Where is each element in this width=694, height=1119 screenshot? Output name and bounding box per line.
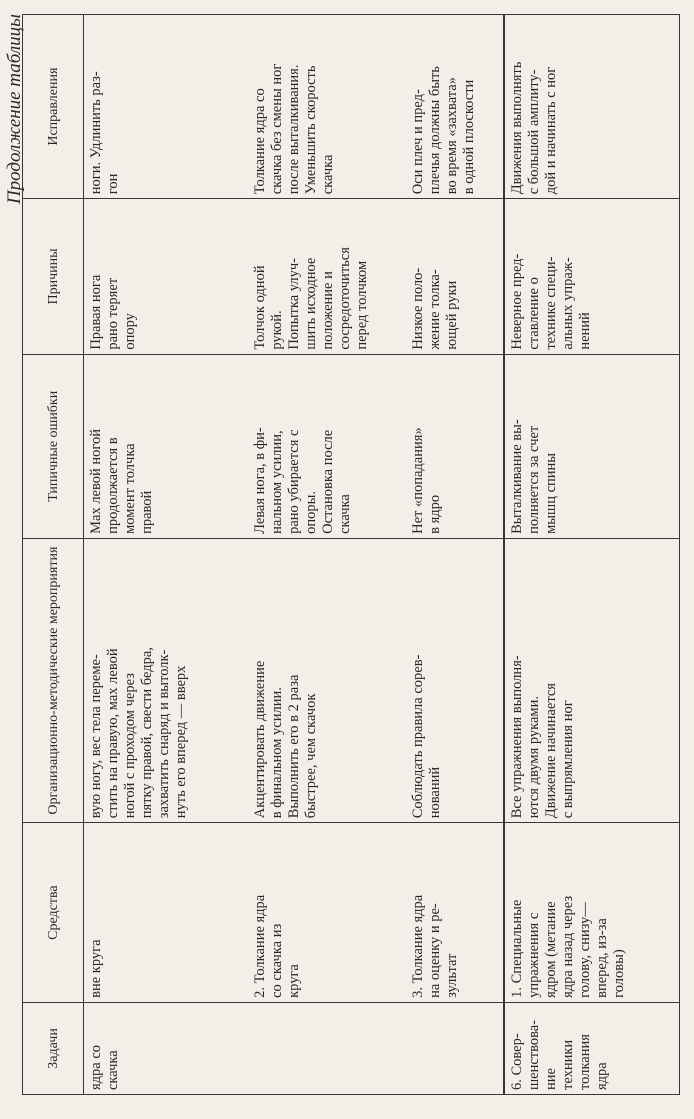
cell-line: Уменьшить скорость xyxy=(302,65,319,195)
cell-measures xyxy=(406,538,504,822)
cell-line: головы) xyxy=(610,949,627,998)
cell-line: с выпрямления ног xyxy=(559,700,576,819)
cell-line: Низкое поло- xyxy=(409,267,426,350)
header-means: Средства xyxy=(23,823,84,1003)
cell-causes xyxy=(84,199,248,354)
cell-line: быстрее, чем скачок xyxy=(302,693,319,819)
cell-line: продолжается в xyxy=(105,437,121,534)
cell-line: в одной плоскости xyxy=(460,79,477,195)
cell-corrections xyxy=(504,15,680,199)
cell-line: опору xyxy=(122,313,138,350)
table-row xyxy=(406,15,504,1095)
cell-errors xyxy=(84,354,248,538)
cell-causes xyxy=(504,199,680,354)
cell-line: скачка xyxy=(336,494,353,534)
cell-line: Попытка улуч- xyxy=(285,258,302,350)
cell-line: нований xyxy=(426,766,443,819)
cell-line: ядра со xyxy=(88,1044,104,1090)
cell-line: упражнения с xyxy=(525,912,542,998)
cell-line: рукой. xyxy=(268,310,285,350)
cell-line: Нет «попадания» xyxy=(409,427,426,534)
cell-line: ногой с проходом через xyxy=(122,673,138,819)
cell-line: скачка без смены ног xyxy=(268,63,285,195)
header-causes: Причины xyxy=(23,199,84,354)
cell-line: захватить снаряд и вытолк- xyxy=(156,649,172,819)
cell-line: ние xyxy=(542,1068,559,1090)
header-tasks: Задачи xyxy=(23,1002,84,1094)
cell-line: Остановка после xyxy=(319,429,336,534)
cell-line: в ядро xyxy=(426,494,443,534)
cell-line: Выталкивание вы- xyxy=(508,419,525,534)
cell-line: нальном усилии, xyxy=(268,430,285,534)
cell-errors xyxy=(504,354,680,538)
cell-line: Толчок одной xyxy=(251,265,268,350)
cell-line: Выполнить его в 2 раза xyxy=(285,674,302,819)
cell-corrections xyxy=(248,15,406,199)
cell-line: полняется за счет xyxy=(525,425,542,534)
cell-line: толкания xyxy=(576,1034,593,1090)
cell-line: Все упражнения выполня- xyxy=(508,655,525,819)
cell-line: Мах левой ногой xyxy=(88,429,104,534)
cell-line: гон xyxy=(105,173,121,195)
cell-line: круга xyxy=(285,964,302,998)
cell-line: со скачка из xyxy=(268,923,285,998)
cell-line: рано теряет xyxy=(105,277,121,350)
cell-line: мышц спины xyxy=(542,452,559,534)
cell-line: ядром (метание xyxy=(542,901,559,998)
cell-errors xyxy=(248,354,406,538)
table-row xyxy=(84,15,248,1095)
cell-line: 2. Толкание ядра xyxy=(251,894,268,998)
header-row xyxy=(23,15,84,1095)
cell-task xyxy=(504,1002,680,1094)
cell-line: опоры. xyxy=(302,491,319,534)
cell-line: после выталкивания. xyxy=(285,64,302,195)
methods-table xyxy=(22,14,680,1095)
cell-line: жение толка- xyxy=(426,269,443,350)
cell-line: техники xyxy=(559,1039,576,1090)
cell-line: Неверное пред- xyxy=(508,253,525,350)
cell-causes xyxy=(248,199,406,354)
cell-means xyxy=(248,823,406,1003)
table-caption: Продолжение таблицы xyxy=(4,14,25,205)
header-corrections: Исправления xyxy=(23,15,84,199)
cell-line: скачка xyxy=(319,154,336,195)
cell-line: ются двумя руками. xyxy=(525,696,542,819)
cell-line: альных упраж- xyxy=(559,257,576,350)
cell-line: во время «захвата» xyxy=(443,77,460,195)
cell-causes xyxy=(406,199,504,354)
cell-task xyxy=(406,1002,504,1094)
cell-line: Соблюдать правила сорев- xyxy=(409,654,426,819)
cell-measures xyxy=(504,538,680,822)
header-measures: Организационно-методические мероприятия xyxy=(23,538,84,822)
table-row xyxy=(504,15,680,1095)
cell-line: голову, снизу— xyxy=(576,902,593,998)
cell-line: в финальном усилии. xyxy=(268,687,285,819)
cell-line: нуть его вперед — вверх xyxy=(173,665,189,819)
cell-line: вне круга xyxy=(88,939,104,998)
cell-line: пятку правой, свести бедра, xyxy=(139,647,155,819)
cell-line: стить на правую, мах левой xyxy=(105,648,121,819)
cell-line: правой xyxy=(139,490,155,534)
cell-line: Правая нога xyxy=(88,274,104,350)
cell-line: положение и xyxy=(319,271,336,350)
cell-line: с большой амплиту- xyxy=(525,69,542,195)
cell-line: Толкание ядра со xyxy=(251,88,268,195)
cell-corrections xyxy=(84,15,248,199)
cell-corrections xyxy=(406,15,504,199)
cell-line: перед толчком xyxy=(353,260,370,350)
cell-task xyxy=(248,1002,406,1094)
cell-line: Оси плеч и пред- xyxy=(409,89,426,195)
cell-measures xyxy=(248,538,406,822)
cell-line: Акцентировать движение xyxy=(251,660,268,819)
cell-task xyxy=(84,1002,248,1094)
cell-line: технике специ- xyxy=(542,256,559,350)
cell-line: зультат xyxy=(443,953,460,998)
table-row xyxy=(248,15,406,1095)
cell-line: ющей руки xyxy=(443,280,460,350)
cell-line: дой и начинать с ног xyxy=(542,66,559,195)
cell-line: 1. Специальные xyxy=(508,899,525,998)
cell-line: нений xyxy=(576,312,593,350)
cell-line: Движения выполнять xyxy=(508,61,525,195)
cell-line: ядра назад через xyxy=(559,895,576,998)
cell-line: момент толчка xyxy=(122,443,138,534)
cell-line: вую ногу, вес тела переме- xyxy=(88,654,104,819)
cell-line: 3. Толкание ядра xyxy=(409,894,426,998)
cell-means xyxy=(84,823,248,1003)
cell-line: плечья должны быть xyxy=(426,66,443,195)
cell-line: скачка xyxy=(105,1050,121,1090)
cell-line: ставление о xyxy=(525,277,542,350)
cell-errors xyxy=(406,354,504,538)
cell-means xyxy=(504,823,680,1003)
cell-line: на оценку и ре- xyxy=(426,903,443,998)
cell-line: шить исходное xyxy=(302,257,319,350)
cell-line: вперед, из-за xyxy=(593,918,610,998)
cell-line: ядра xyxy=(593,1062,610,1090)
cell-line: Движение начинается xyxy=(542,683,559,819)
cell-line: 6. Совер- xyxy=(508,1033,525,1090)
cell-line: рано убирается с xyxy=(285,429,302,534)
cell-line: Левая нога, в фи- xyxy=(251,427,268,534)
cell-line: ноги. Удлинить раз- xyxy=(88,71,104,195)
cell-line: сосредоточиться xyxy=(336,247,353,350)
cell-means xyxy=(406,823,504,1003)
cell-measures xyxy=(84,538,248,822)
header-errors: Типичные ошибки xyxy=(23,354,84,538)
cell-line: шенствова- xyxy=(525,1019,542,1090)
